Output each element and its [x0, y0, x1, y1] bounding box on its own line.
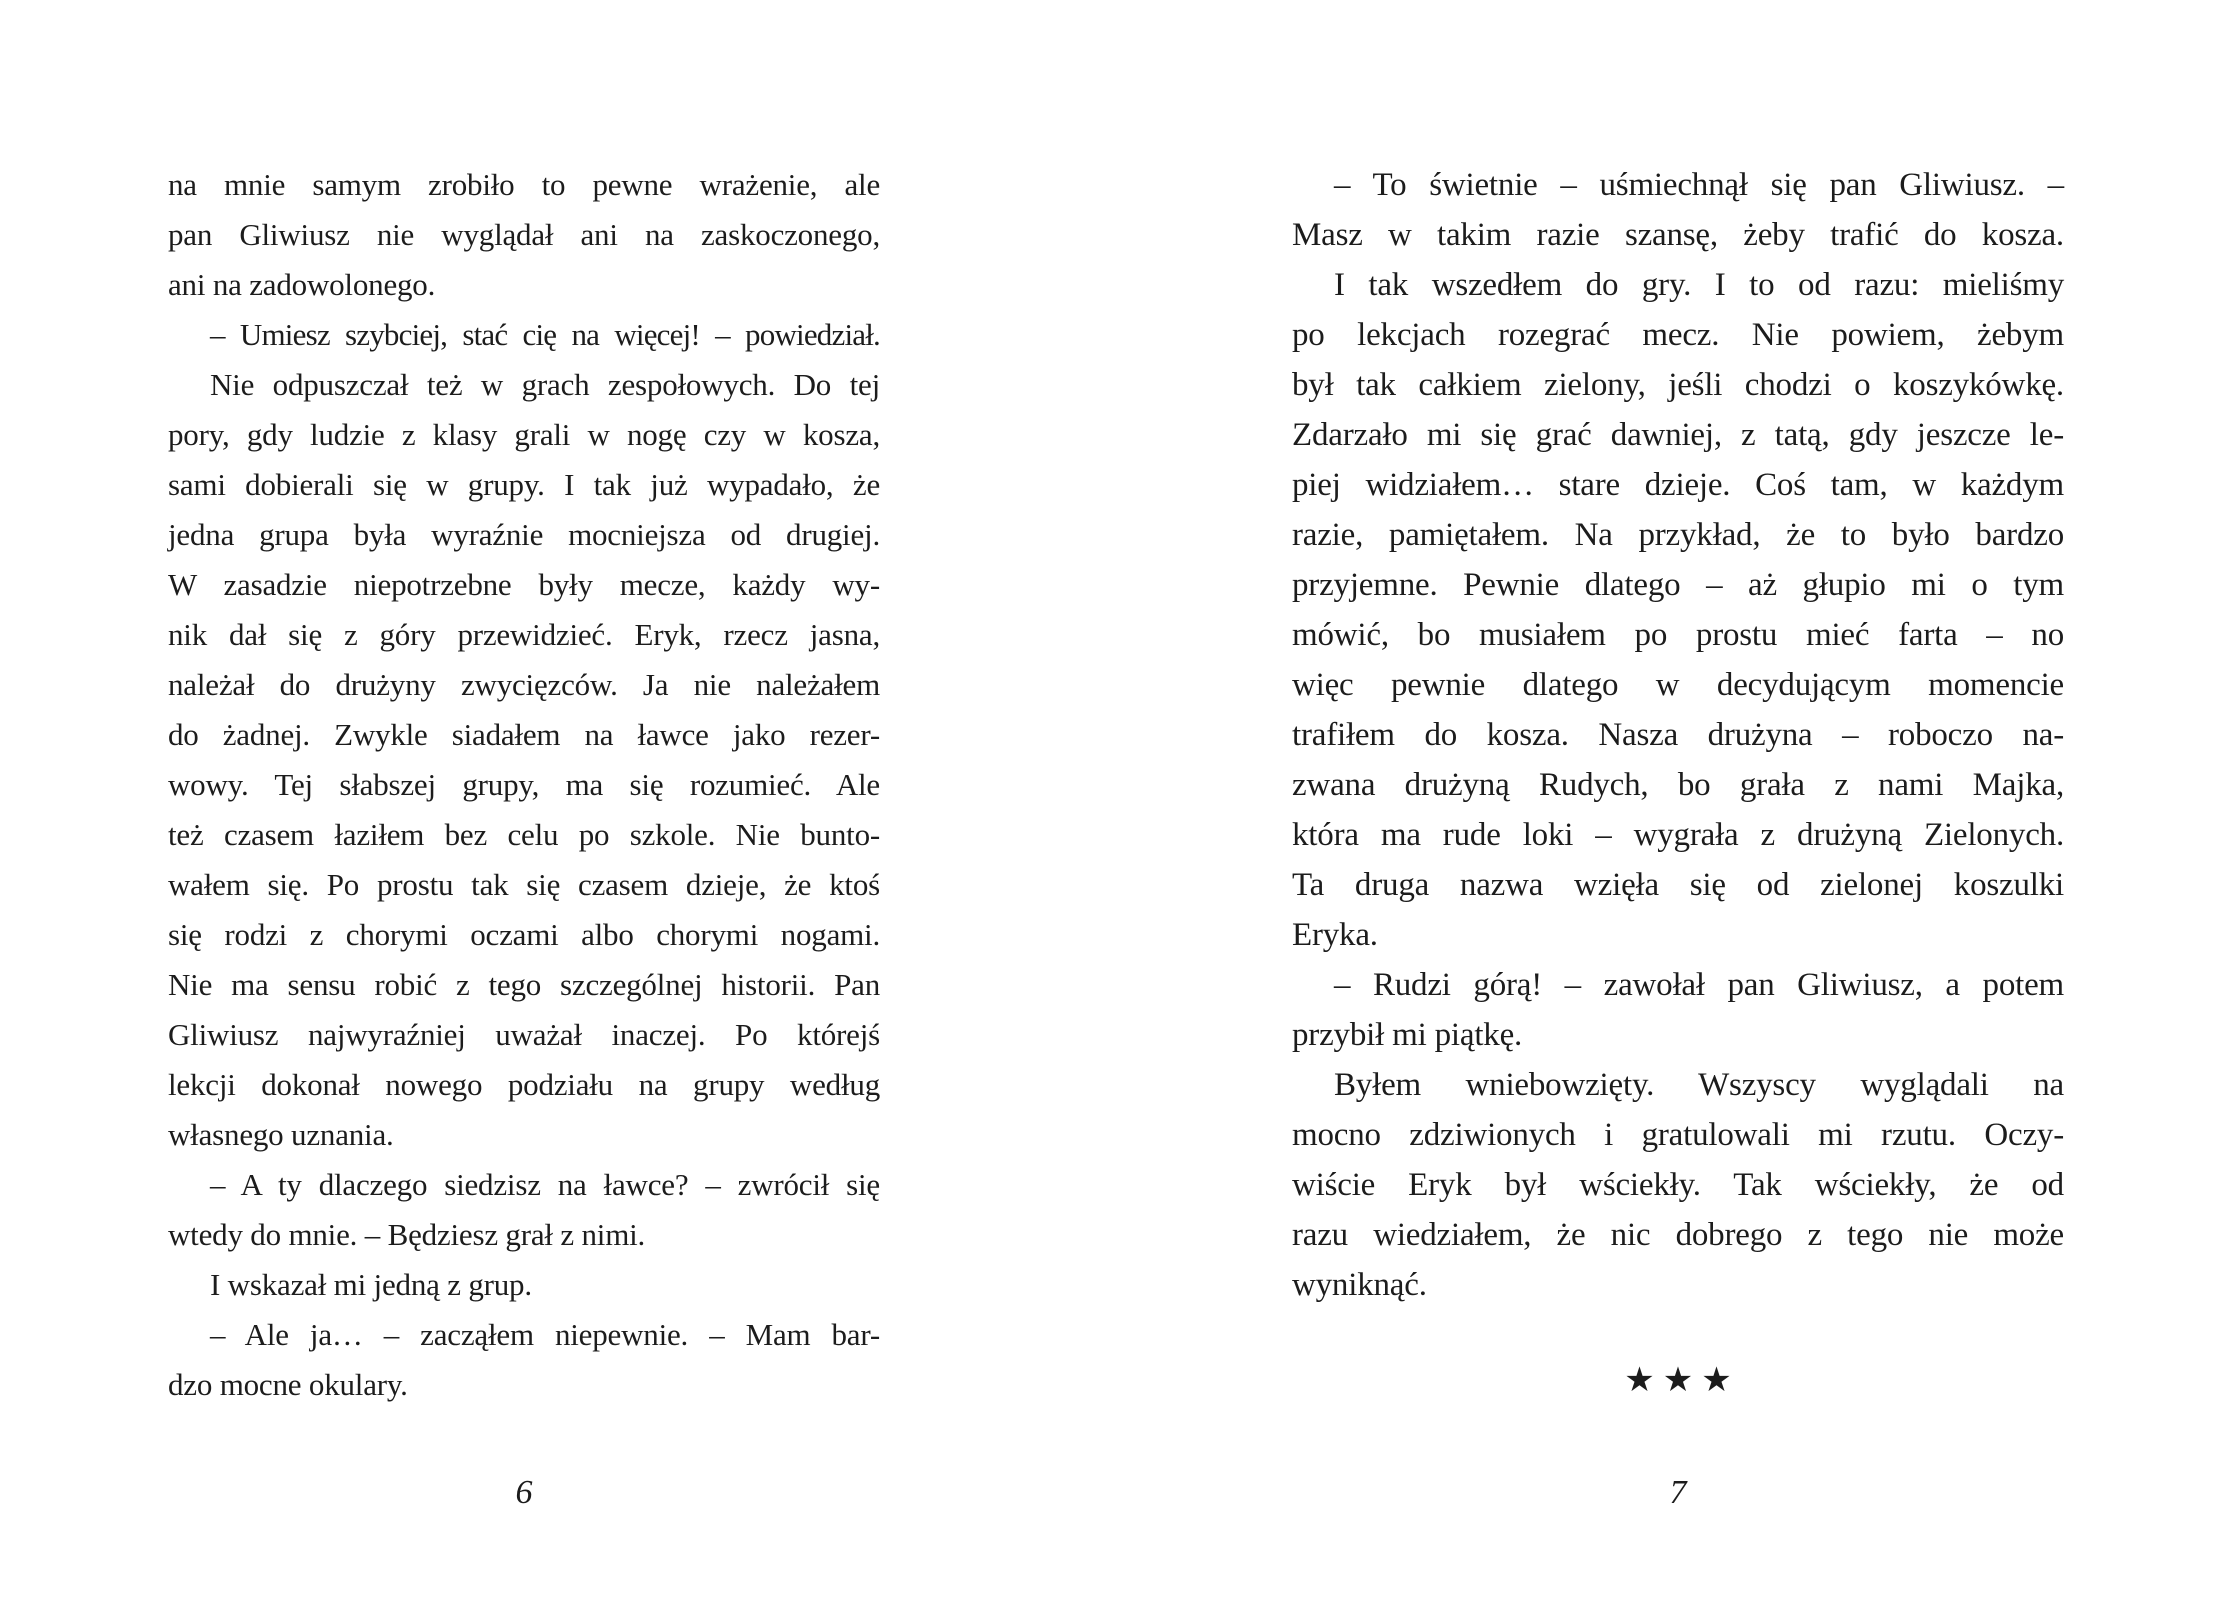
- text-line: – To świetnie – uśmiechnął się pan Gliwiusz. –: [1334, 167, 2064, 203]
- text-line: Gliwiusz najwyraźniej uważał inaczej. Po którejś: [168, 1017, 880, 1052]
- text-line: był tak całkiem zielony, jeśli chodzi o koszykówkę.: [1292, 367, 2064, 403]
- text-line: razu wiedziałem, że nic dobrego z tego nie może: [1292, 1217, 2064, 1253]
- text-line: więc pewnie dlatego w decydującym momencie: [1292, 667, 2064, 703]
- text-line: zwana drużyną Rudych, bo grała z nami Majka,: [1292, 767, 2064, 803]
- right-page-number: 7: [1669, 1474, 1687, 1511]
- text-line: pory, gdy ludzie z klasy grali w nogę czy w kosza,: [168, 417, 880, 452]
- text-line: do żadnej. Zwykle siadałem na ławce jako rezer-: [168, 717, 880, 752]
- text-line: – A ty dlaczego siedzisz na ławce? – zwrócił się: [210, 1167, 880, 1202]
- text-line: wiście Eryk był wściekły. Tak wściekły, że od: [1292, 1167, 2064, 1203]
- text-line: razie, pamiętałem. Na przykład, że to było bardzo: [1292, 517, 2064, 553]
- text-line: Ta druga nazwa wzięła się od zielonej koszulki: [1292, 867, 2064, 903]
- text-line: nik dał się z góry przewidzieć. Eryk, rzecz jasna,: [168, 617, 880, 652]
- text-line: należał do drużyny zwycięzców. Ja nie należałem: [168, 667, 880, 702]
- text-line: Eryka.: [1292, 917, 1378, 953]
- text-line: lekcji dokonał nowego podziału na grupy według: [168, 1067, 880, 1102]
- text-line: przyjemne. Pewnie dlatego – aż głupio mi o tym: [1292, 567, 2064, 603]
- text-line: Nie ma sensu robić z tego szczególnej historii. Pan: [168, 967, 880, 1002]
- text-line: przybił mi piątkę.: [1292, 1017, 1523, 1053]
- text-line: się rodzi z chorymi oczami albo chorymi nogami.: [168, 917, 880, 952]
- text-line: jedna grupa była wyraźnie mocniejsza od drugiej.: [168, 517, 880, 552]
- text-line: na mnie samym zrobiło to pewne wrażenie, ale: [168, 167, 880, 202]
- text-line: dzo mocne okulary.: [168, 1367, 408, 1402]
- text-line: trafiłem do kosza. Nasza drużyna – roboczo na-: [1292, 717, 2064, 753]
- text-line: Byłem wniebowzięty. Wszyscy wyglądali na: [1334, 1067, 2064, 1103]
- text-line: wyniknąć.: [1292, 1267, 1427, 1303]
- text-line: – Umiesz szybciej, stać cię na więcej! – powiedział.: [210, 317, 880, 352]
- text-line: która ma rude loki – wygrała z drużyną Zielonych.: [1292, 817, 2064, 853]
- text-line: I wskazał mi jedną z grup.: [210, 1267, 532, 1302]
- text-line: sami dobierali się w grupy. I tak już wypadało, że: [168, 467, 880, 502]
- text-line: wtedy do mnie. – Będziesz grał z nimi.: [168, 1217, 646, 1252]
- text-line: Masz w takim razie szansę, żeby trafić do kosza.: [1292, 217, 2064, 253]
- right-page-text-block: [1292, 160, 2064, 1310]
- text-line: wowy. Tej słabszej grupy, ma się rozumieć. Ale: [168, 767, 880, 802]
- text-line: W zasadzie niepotrzebne były mecze, każdy wy-: [168, 567, 880, 602]
- text-line: też czasem łaziłem bez celu po szkole. Nie bunto-: [168, 817, 880, 852]
- text-line: – Ale ja… – zacząłem niepewnie. – Mam bar-: [210, 1317, 880, 1352]
- text-line: mocno zdziwionych i gratulowali mi rzutu. Oczy-: [1292, 1117, 2064, 1153]
- text-line: Nie odpuszczał też w grach zespołowych. Do tej: [210, 367, 880, 402]
- text-line: ani na zadowolonego.: [168, 267, 436, 302]
- left-page-text-block: [168, 160, 880, 1410]
- text-line: wałem się. Po prostu tak się czasem dzieje, że ktoś: [168, 867, 880, 902]
- right-page: [1118, 0, 2236, 1614]
- left-page-number: 6: [515, 1474, 533, 1511]
- text-line: pan Gliwiusz nie wyglądał ani na zaskoczonego,: [168, 217, 880, 252]
- text-line: I tak wszedłem do gry. I to od razu: mieliśmy: [1334, 267, 2064, 303]
- section-break-stars: ★★★: [1624, 1362, 1740, 1399]
- text-line: mówić, bo musiałem po prostu mieć farta – no: [1292, 617, 2064, 653]
- text-line: piej widziałem… stare dzieje. Coś tam, w każdym: [1292, 467, 2064, 503]
- text-line: – Rudzi górą! – zawołał pan Gliwiusz, a potem: [1334, 967, 2064, 1003]
- text-line: po lekcjach rozegrać mecz. Nie powiem, żebym: [1292, 317, 2064, 353]
- text-line: Zdarzało mi się grać dawniej, z tatą, gdy jeszcze le-: [1292, 417, 2064, 453]
- text-line: własnego uznania.: [168, 1117, 394, 1152]
